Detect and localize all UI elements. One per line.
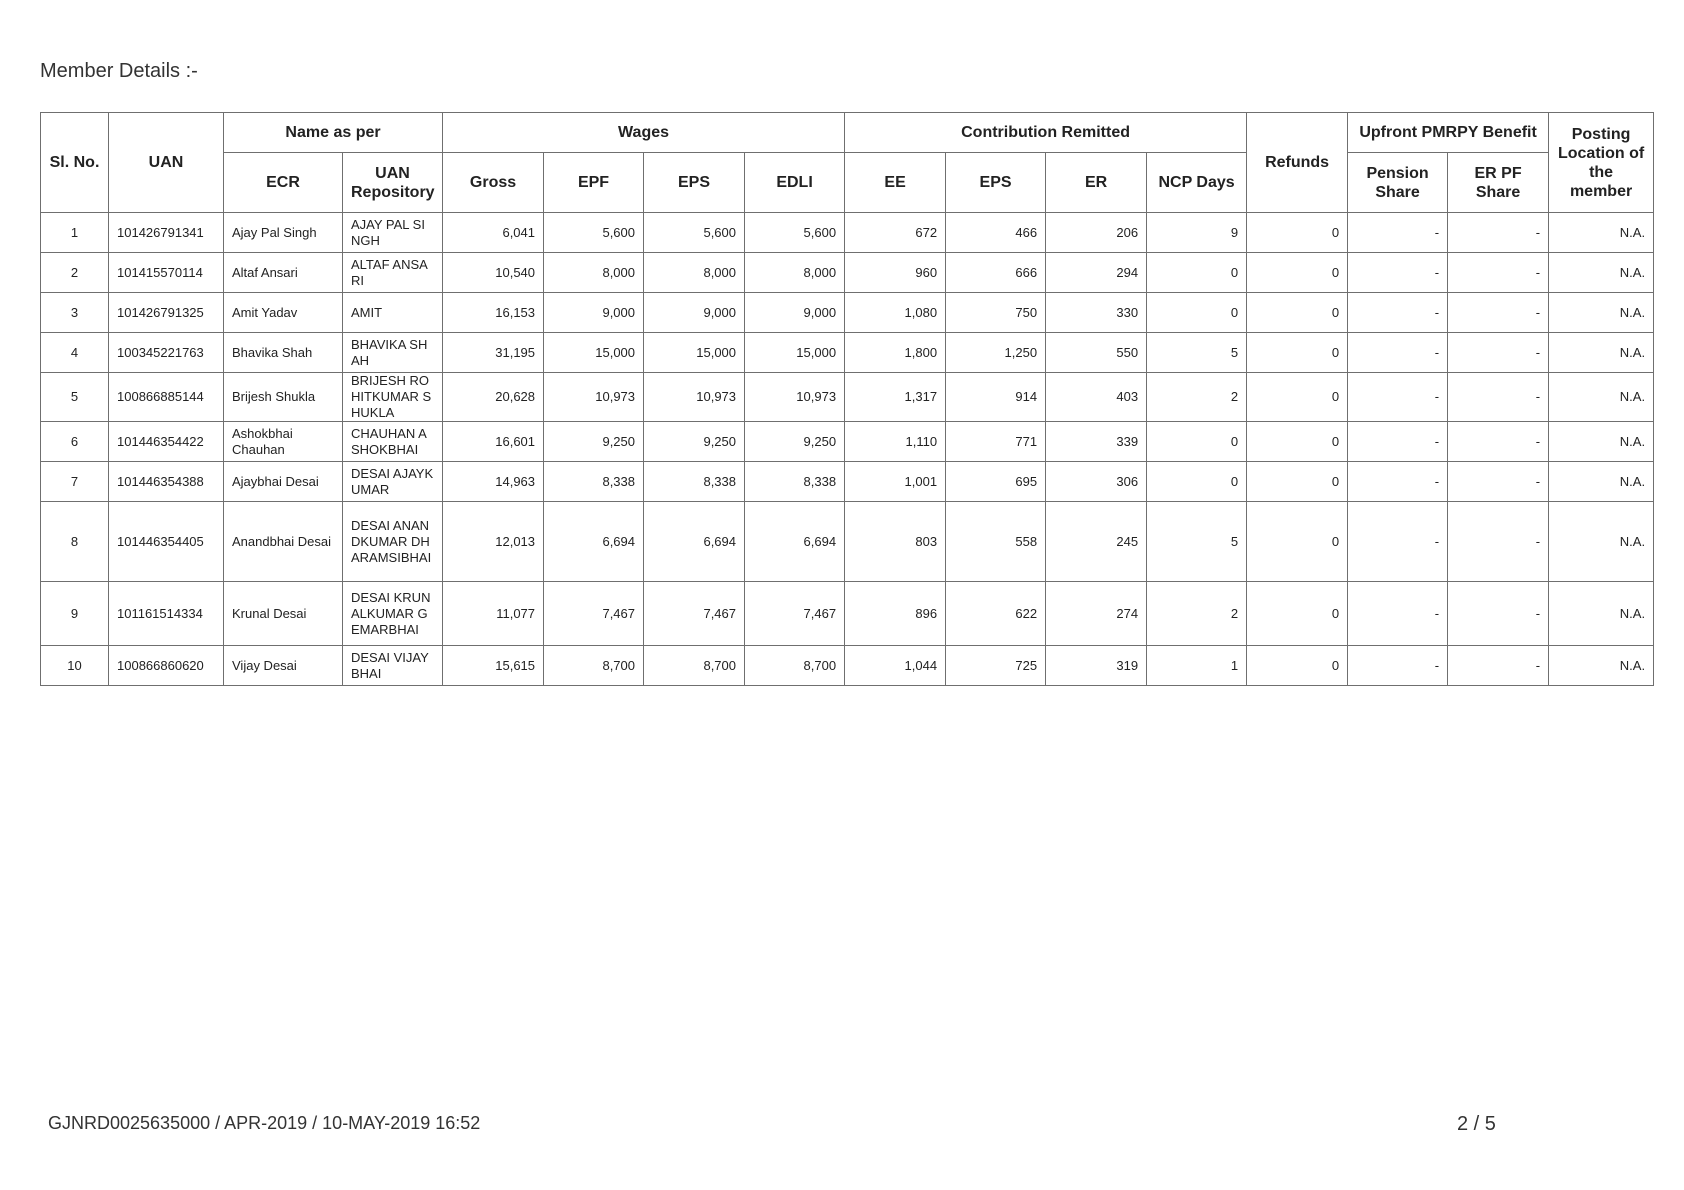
cell-contribution-eps: 914: [946, 373, 1046, 422]
table-row: [41, 373, 1654, 422]
cell-posting-location: N.A.: [1549, 213, 1654, 253]
cell-wages-eps: 8,000: [644, 253, 745, 293]
cell-name-ecr: Vijay Desai: [224, 646, 343, 686]
cell-uan: 100866860620: [109, 646, 224, 686]
cell-wages-gross: 11,077: [443, 582, 544, 646]
header-name-as-per: Name as per: [224, 113, 443, 153]
cell-posting-location: N.A.: [1549, 646, 1654, 686]
cell-name-ecr: Bhavika Shah: [224, 333, 343, 373]
cell-wages-eps: 9,250: [644, 422, 745, 462]
cell-name-ecr: Brijesh Shukla: [224, 373, 343, 422]
cell-contribution-ee: 1,317: [845, 373, 946, 422]
cell-ncp-days: 5: [1147, 502, 1247, 582]
table-row: [41, 333, 1654, 373]
cell-er-pf-share: -: [1448, 422, 1549, 462]
cell-contribution-ee: 1,080: [845, 293, 946, 333]
cell-ncp-days: 0: [1147, 253, 1247, 293]
cell-contribution-er: 550: [1046, 333, 1147, 373]
cell-wages-eps: 6,694: [644, 502, 745, 582]
cell-posting-location: N.A.: [1549, 462, 1654, 502]
cell-refunds: 0: [1247, 253, 1348, 293]
cell-name-ecr: Anandbhai Desai: [224, 502, 343, 582]
header-upfront-pmrpy-benefit: Upfront PMRPY Benefit: [1348, 113, 1549, 153]
cell-name-ecr: Altaf Ansari: [224, 253, 343, 293]
cell-wages-epf: 7,467: [544, 582, 644, 646]
cell-contribution-er: 274: [1046, 582, 1147, 646]
section-title: Member Details :-: [40, 60, 198, 82]
table-row: [41, 502, 1654, 582]
cell-wages-gross: 20,628: [443, 373, 544, 422]
cell-wages-eps: 5,600: [644, 213, 745, 253]
cell-sl-no: 6: [41, 422, 109, 462]
cell-name-uan-repository: DESAI VIJAYBHAI: [343, 646, 443, 686]
cell-pension-share: -: [1348, 582, 1448, 646]
cell-pension-share: -: [1348, 293, 1448, 333]
cell-wages-epf: 8,338: [544, 462, 644, 502]
footer-document-reference: GJNRD0025635000 / APR-2019 / 10-MAY-2019 16:52: [48, 1113, 481, 1133]
cell-contribution-eps: 725: [946, 646, 1046, 686]
cell-sl-no: 1: [41, 213, 109, 253]
cell-posting-location: N.A.: [1549, 422, 1654, 462]
cell-posting-location: N.A.: [1549, 333, 1654, 373]
footer-page-indicator: 2 / 5: [1457, 1113, 1496, 1135]
cell-er-pf-share: -: [1448, 213, 1549, 253]
cell-er-pf-share: -: [1448, 646, 1549, 686]
cell-contribution-eps: 750: [946, 293, 1046, 333]
cell-wages-edli: 9,250: [745, 422, 845, 462]
member-details-table: [40, 112, 1654, 686]
table-body: [41, 213, 1654, 686]
cell-contribution-ee: 672: [845, 213, 946, 253]
cell-contribution-eps: 558: [946, 502, 1046, 582]
cell-er-pf-share: -: [1448, 582, 1549, 646]
cell-uan: 101161514334: [109, 582, 224, 646]
cell-wages-edli: 8,338: [745, 462, 845, 502]
table-row: [41, 422, 1654, 462]
cell-contribution-eps: 666: [946, 253, 1046, 293]
cell-er-pf-share: -: [1448, 373, 1549, 422]
cell-posting-location: N.A.: [1549, 582, 1654, 646]
cell-contribution-ee: 960: [845, 253, 946, 293]
cell-refunds: 0: [1247, 422, 1348, 462]
cell-er-pf-share: -: [1448, 333, 1549, 373]
cell-wages-epf: 9,000: [544, 293, 644, 333]
table-row: [41, 646, 1654, 686]
cell-contribution-ee: 803: [845, 502, 946, 582]
cell-pension-share: -: [1348, 646, 1448, 686]
cell-ncp-days: 2: [1147, 373, 1247, 422]
cell-contribution-er: 319: [1046, 646, 1147, 686]
cell-refunds: 0: [1247, 373, 1348, 422]
cell-pension-share: -: [1348, 462, 1448, 502]
cell-ncp-days: 0: [1147, 462, 1247, 502]
cell-wages-gross: 6,041: [443, 213, 544, 253]
cell-name-uan-repository: DESAI KRUNALKUMAR GEMARBHAI: [343, 582, 443, 646]
table-row: [41, 582, 1654, 646]
cell-wages-edli: 8,000: [745, 253, 845, 293]
cell-wages-epf: 15,000: [544, 333, 644, 373]
cell-pension-share: -: [1348, 333, 1448, 373]
cell-contribution-er: 306: [1046, 462, 1147, 502]
cell-wages-edli: 9,000: [745, 293, 845, 333]
cell-ncp-days: 5: [1147, 333, 1247, 373]
cell-contribution-er: 403: [1046, 373, 1147, 422]
cell-pension-share: -: [1348, 422, 1448, 462]
cell-contribution-er: 294: [1046, 253, 1147, 293]
cell-name-ecr: Ashokbhai Chauhan: [224, 422, 343, 462]
cell-wages-eps: 7,467: [644, 582, 745, 646]
cell-wages-edli: 10,973: [745, 373, 845, 422]
cell-contribution-eps: 622: [946, 582, 1046, 646]
cell-ncp-days: 0: [1147, 293, 1247, 333]
cell-name-ecr: Amit Yadav: [224, 293, 343, 333]
cell-contribution-er: 330: [1046, 293, 1147, 333]
cell-pension-share: -: [1348, 213, 1448, 253]
cell-refunds: 0: [1247, 462, 1348, 502]
cell-wages-epf: 10,973: [544, 373, 644, 422]
cell-wages-eps: 8,700: [644, 646, 745, 686]
header-posting-location: Posting Location of the member: [1549, 113, 1654, 213]
cell-wages-gross: 10,540: [443, 253, 544, 293]
header-wages-eps: EPS: [644, 153, 745, 213]
header-ncp-days: NCP Days: [1147, 153, 1247, 213]
cell-posting-location: N.A.: [1549, 253, 1654, 293]
cell-contribution-er: 206: [1046, 213, 1147, 253]
cell-posting-location: N.A.: [1549, 293, 1654, 333]
table-row: [41, 462, 1654, 502]
header-contrib-eps: EPS: [946, 153, 1046, 213]
cell-ncp-days: 1: [1147, 646, 1247, 686]
cell-sl-no: 9: [41, 582, 109, 646]
cell-sl-no: 7: [41, 462, 109, 502]
cell-er-pf-share: -: [1448, 502, 1549, 582]
cell-refunds: 0: [1247, 502, 1348, 582]
header-pension-share: Pension Share: [1348, 153, 1448, 213]
cell-uan: 101426791325: [109, 293, 224, 333]
cell-contribution-ee: 1,001: [845, 462, 946, 502]
cell-name-ecr: Krunal Desai: [224, 582, 343, 646]
cell-uan: 101446354405: [109, 502, 224, 582]
cell-ncp-days: 2: [1147, 582, 1247, 646]
cell-pension-share: -: [1348, 253, 1448, 293]
cell-wages-epf: 5,600: [544, 213, 644, 253]
cell-er-pf-share: -: [1448, 462, 1549, 502]
cell-contribution-ee: 1,110: [845, 422, 946, 462]
cell-wages-edli: 15,000: [745, 333, 845, 373]
cell-name-uan-repository: AMIT: [343, 293, 443, 333]
cell-wages-edli: 7,467: [745, 582, 845, 646]
cell-wages-epf: 9,250: [544, 422, 644, 462]
cell-uan: 101415570114: [109, 253, 224, 293]
cell-sl-no: 8: [41, 502, 109, 582]
table-header: [41, 113, 1654, 213]
cell-wages-gross: 12,013: [443, 502, 544, 582]
cell-sl-no: 3: [41, 293, 109, 333]
cell-wages-gross: 14,963: [443, 462, 544, 502]
cell-contribution-er: 339: [1046, 422, 1147, 462]
cell-name-ecr: Ajay Pal Singh: [224, 213, 343, 253]
cell-posting-location: N.A.: [1549, 502, 1654, 582]
cell-name-uan-repository: DESAI ANANDKUMAR DHARAMSIBHAI: [343, 502, 443, 582]
cell-name-uan-repository: CHAUHAN ASHOKBHAI: [343, 422, 443, 462]
cell-name-uan-repository: ALTAF ANSARI: [343, 253, 443, 293]
cell-er-pf-share: -: [1448, 293, 1549, 333]
cell-wages-gross: 16,153: [443, 293, 544, 333]
cell-ncp-days: 9: [1147, 213, 1247, 253]
cell-name-uan-repository: DESAI AJAYKUMAR: [343, 462, 443, 502]
cell-refunds: 0: [1247, 333, 1348, 373]
cell-contribution-eps: 466: [946, 213, 1046, 253]
cell-name-uan-repository: AJAY PAL SINGH: [343, 213, 443, 253]
cell-wages-gross: 15,615: [443, 646, 544, 686]
cell-pension-share: -: [1348, 502, 1448, 582]
cell-pension-share: -: [1348, 373, 1448, 422]
cell-uan: 101426791341: [109, 213, 224, 253]
cell-wages-edli: 8,700: [745, 646, 845, 686]
cell-wages-epf: 6,694: [544, 502, 644, 582]
cell-contribution-ee: 896: [845, 582, 946, 646]
cell-refunds: 0: [1247, 582, 1348, 646]
cell-refunds: 0: [1247, 646, 1348, 686]
cell-wages-eps: 15,000: [644, 333, 745, 373]
cell-sl-no: 10: [41, 646, 109, 686]
cell-wages-eps: 8,338: [644, 462, 745, 502]
header-ee: EE: [845, 153, 946, 213]
cell-wages-gross: 16,601: [443, 422, 544, 462]
cell-wages-edli: 5,600: [745, 213, 845, 253]
cell-uan: 101446354422: [109, 422, 224, 462]
header-er: ER: [1046, 153, 1147, 213]
header-contribution-remitted: Contribution Remitted: [845, 113, 1247, 153]
header-edli: EDLI: [745, 153, 845, 213]
cell-uan: 100866885144: [109, 373, 224, 422]
table-row: [41, 253, 1654, 293]
cell-contribution-eps: 1,250: [946, 333, 1046, 373]
cell-ncp-days: 0: [1147, 422, 1247, 462]
header-gross: Gross: [443, 153, 544, 213]
cell-contribution-ee: 1,044: [845, 646, 946, 686]
cell-wages-gross: 31,195: [443, 333, 544, 373]
cell-uan: 101446354388: [109, 462, 224, 502]
cell-wages-epf: 8,000: [544, 253, 644, 293]
cell-contribution-ee: 1,800: [845, 333, 946, 373]
header-epf: EPF: [544, 153, 644, 213]
header-refunds: Refunds: [1247, 113, 1348, 213]
cell-wages-eps: 10,973: [644, 373, 745, 422]
header-uan: UAN: [109, 113, 224, 213]
table-row: [41, 213, 1654, 253]
cell-sl-no: 4: [41, 333, 109, 373]
cell-refunds: 0: [1247, 293, 1348, 333]
header-sl-no: Sl. No.: [41, 113, 109, 213]
table-row: [41, 293, 1654, 333]
cell-contribution-er: 245: [1046, 502, 1147, 582]
header-ecr: ECR: [224, 153, 343, 213]
cell-wages-eps: 9,000: [644, 293, 745, 333]
cell-contribution-eps: 771: [946, 422, 1046, 462]
header-uan-repository: UAN Repository: [343, 153, 443, 213]
cell-sl-no: 2: [41, 253, 109, 293]
cell-sl-no: 5: [41, 373, 109, 422]
cell-refunds: 0: [1247, 213, 1348, 253]
header-er-pf-share: ER PF Share: [1448, 153, 1549, 213]
cell-contribution-eps: 695: [946, 462, 1046, 502]
cell-name-ecr: Ajaybhai Desai: [224, 462, 343, 502]
cell-name-uan-repository: BHAVIKA SHAH: [343, 333, 443, 373]
cell-uan: 100345221763: [109, 333, 224, 373]
cell-wages-edli: 6,694: [745, 502, 845, 582]
cell-er-pf-share: -: [1448, 253, 1549, 293]
cell-posting-location: N.A.: [1549, 373, 1654, 422]
header-wages: Wages: [443, 113, 845, 153]
cell-name-uan-repository: BRIJESH ROHITKUMAR SHUKLA: [343, 373, 443, 422]
cell-wages-epf: 8,700: [544, 646, 644, 686]
